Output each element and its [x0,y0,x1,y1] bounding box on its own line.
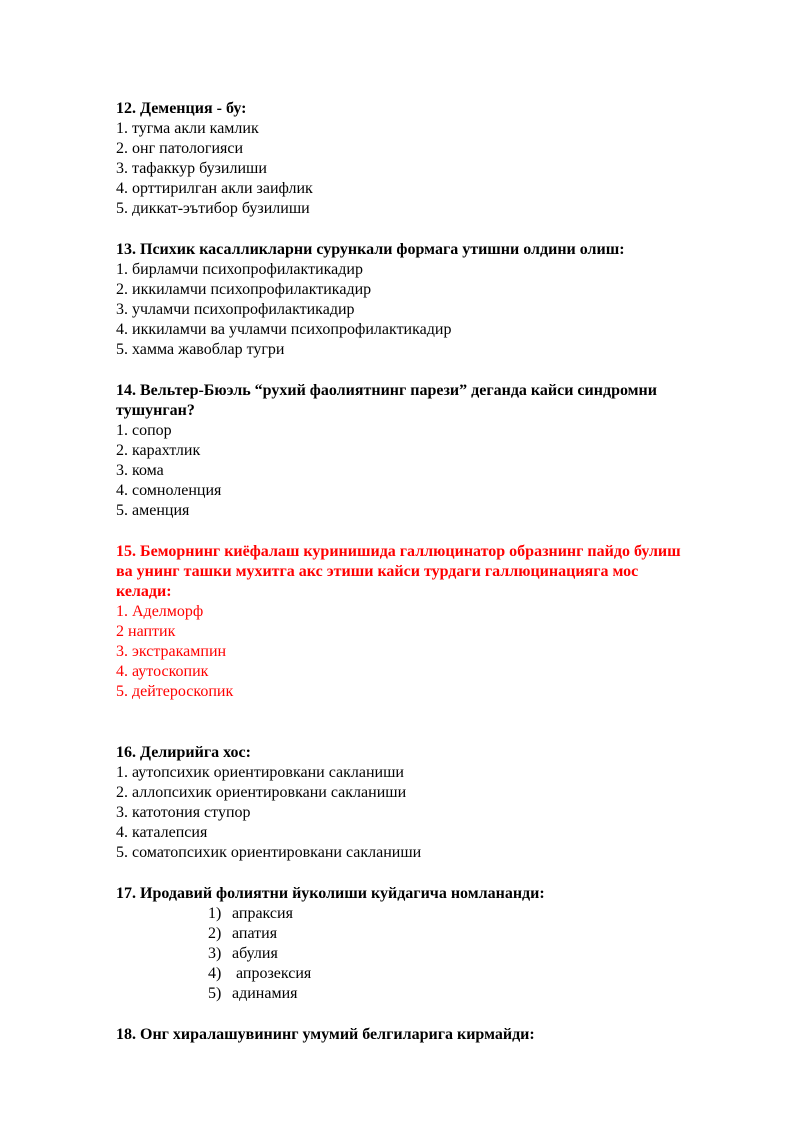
answer-option: 2. иккиламчи психопрофилактикадир [116,281,372,298]
option-text: апраксия [232,905,293,922]
answer-option: 2. аллопсихик ориентировкани сакланиши [116,784,407,801]
question-13 [116,240,736,360]
question-title-line: келади: [116,583,172,600]
question-12 [116,99,736,219]
answer-option: 3. кома [116,462,164,479]
answer-option [208,924,736,944]
answer-option: 1. бирламчи психопрофилактикадир [116,261,363,278]
question-14 [116,381,736,521]
document-page [116,99,736,1045]
option-text: апатия [232,925,278,942]
question-title: 17. Иродавий фолиятни йуколиши куйдагича номлананди: [116,885,545,902]
question-title-line: ва унинг ташки мухитга акс этиши кайси турдаги галлюцинацияга мос [116,563,639,580]
answer-option: 5. диккат-эътибор бузилиши [116,200,310,217]
option-number: 2) [208,925,222,942]
option-text: апрозексия [232,965,312,982]
answer-option: 1. тугма акли камлик [116,120,259,137]
question-18 [116,1025,736,1045]
question-17 [116,884,736,1004]
answer-option [208,984,736,1004]
option-text: абулия [232,945,278,962]
answer-option: 2 наптик [116,623,176,640]
answer-option: 2. карахтлик [116,442,201,459]
answer-option: 3. учламчи психопрофилактикадир [116,301,355,318]
answer-option: 5. аменция [116,502,190,519]
answer-option: 5. соматопсихик ориентировкани сакланиши [116,844,422,861]
answer-option: 3. экстракампин [116,643,227,660]
option-number: 4) [208,965,222,982]
option-text: адинамия [232,985,298,1002]
answer-option: 4. орттирилган акли заифлик [116,180,313,197]
question-title: 13. Психик касалликларни сурункали формага утишни олдини олиш: [116,241,625,258]
option-number: 5) [208,985,222,1002]
answer-option: 1. сопор [116,422,172,439]
question-title-line: 14. Вельтер-Бюэль “рухий фаолиятнинг парези” деганда кайси синдромни [116,382,657,399]
answer-option: 4. каталепсия [116,824,208,841]
answer-option [208,944,736,964]
answer-option: 4. сомноленция [116,482,222,499]
answer-option: 1. Аделморф [116,603,204,620]
answer-option: 2. онг патологияси [116,140,244,157]
answer-option: 4. иккиламчи ва учламчи психопрофилактикадир [116,321,452,338]
answer-list [116,904,736,1004]
answer-option: 1. аутопсихик ориентировкани сакланиши [116,764,404,781]
option-number: 3) [208,945,222,962]
answer-option [208,904,736,924]
answer-option: 5. дейтероскопик [116,683,234,700]
question-title: 12. Деменция - бу: [116,100,247,117]
option-number: 1) [208,905,222,922]
answer-option: 3. катотония ступор [116,804,251,821]
answer-option: 3. тафаккур бузилиши [116,160,267,177]
question-title: 18. Онг хиралашувининг умумий белгиларига кирмайди: [116,1026,535,1043]
question-title-line: 15. Беморнинг киёфалаш куринишида галлюцинатор образнинг пайдо булиш [116,543,681,560]
question-15 [116,542,736,702]
question-16 [116,743,736,863]
answer-option: 4. аутоскопик [116,663,209,680]
question-title: 16. Делирийга хос: [116,744,251,761]
answer-option: 5. хамма жавоблар тугри [116,341,285,358]
question-title-line: тушунган? [116,402,195,419]
answer-option [208,964,736,984]
